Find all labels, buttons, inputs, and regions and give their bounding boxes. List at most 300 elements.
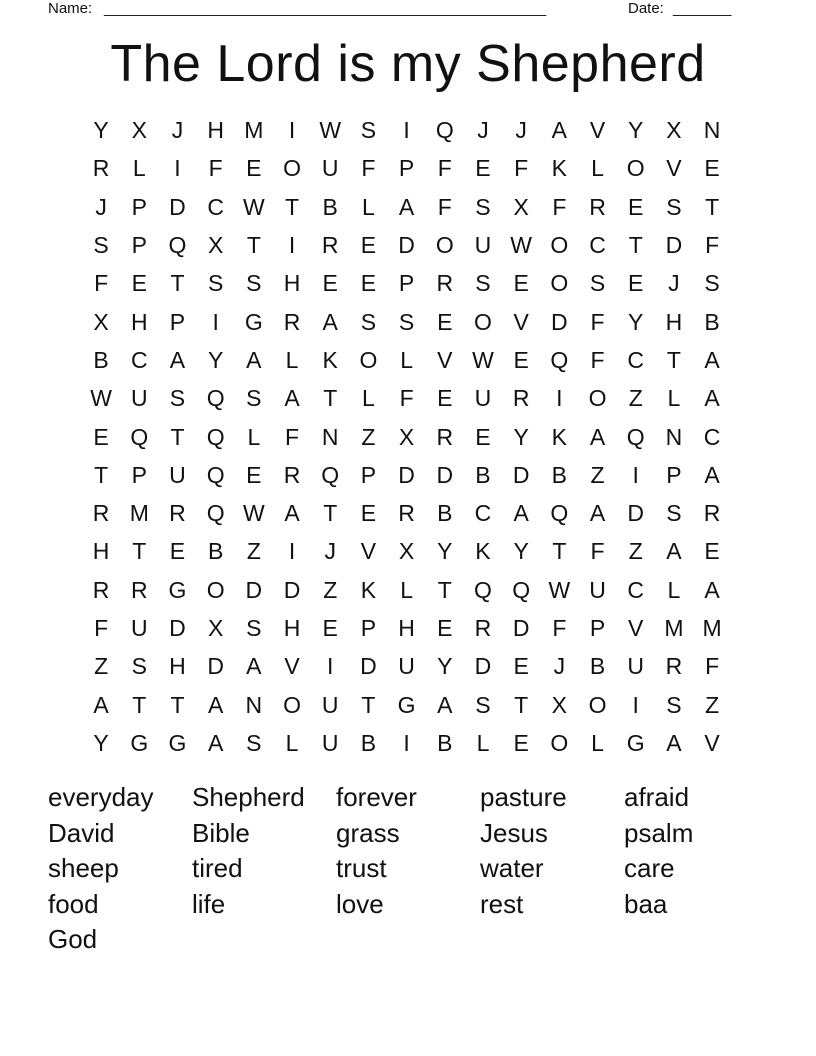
grid-letter[interactable]: D bbox=[398, 232, 415, 259]
grid-letter[interactable]: F bbox=[552, 615, 567, 641]
grid-letter[interactable]: Q bbox=[206, 423, 225, 450]
grid-letter[interactable]: A bbox=[169, 346, 186, 373]
grid-letter[interactable]: B bbox=[589, 653, 606, 680]
grid-letter[interactable]: F bbox=[361, 155, 376, 182]
grid-letter[interactable]: L bbox=[362, 385, 375, 412]
grid-letter[interactable]: R bbox=[512, 385, 530, 412]
grid-letter[interactable]: Q bbox=[206, 500, 225, 527]
grid-letter[interactable]: E bbox=[628, 193, 644, 220]
grid-letter[interactable]: C bbox=[130, 346, 148, 373]
grid-letter[interactable]: Z bbox=[628, 538, 643, 565]
header-line bbox=[48, 0, 748, 20]
grid-letter[interactable]: W bbox=[90, 385, 112, 412]
grid-letter[interactable]: T bbox=[361, 691, 376, 718]
grid-letter[interactable]: X bbox=[207, 232, 224, 259]
grid-letter[interactable]: S bbox=[475, 193, 491, 220]
grid-letter[interactable]: I bbox=[288, 117, 296, 144]
grid-letter[interactable]: C bbox=[627, 346, 645, 373]
grid-letter[interactable]: F bbox=[705, 653, 720, 680]
grid-letter[interactable]: A bbox=[284, 385, 300, 412]
grid-letter[interactable]: R bbox=[436, 270, 454, 297]
grid-letter[interactable]: V bbox=[360, 538, 377, 565]
grid-letter[interactable]: U bbox=[589, 576, 606, 603]
grid-letter[interactable]: O bbox=[474, 308, 492, 335]
grid-letter[interactable]: V bbox=[284, 653, 300, 680]
grid-letter[interactable]: Q bbox=[550, 500, 569, 527]
grid-letter[interactable]: E bbox=[513, 729, 529, 756]
grid-letter[interactable]: F bbox=[590, 346, 605, 373]
grid-letter[interactable]: L bbox=[591, 155, 604, 182]
grid-letter[interactable]: T bbox=[170, 691, 185, 718]
grid-letter[interactable]: Z bbox=[590, 461, 605, 488]
grid-letter[interactable]: S bbox=[93, 232, 109, 259]
grid-letter[interactable]: Y bbox=[437, 538, 453, 565]
grid-letter[interactable]: L bbox=[667, 385, 681, 412]
grid-letter[interactable]: X bbox=[666, 117, 682, 144]
grid-letter[interactable]: E bbox=[704, 155, 720, 182]
grid-letter[interactable]: P bbox=[398, 155, 415, 182]
grid-letter[interactable]: F bbox=[399, 385, 414, 412]
grid-letter[interactable]: A bbox=[437, 691, 453, 718]
grid-letter[interactable]: G bbox=[626, 729, 645, 756]
grid-letter[interactable]: D bbox=[436, 461, 454, 488]
grid-letter[interactable]: C bbox=[589, 232, 606, 259]
grid-letter[interactable]: K bbox=[551, 155, 568, 182]
grid-letter[interactable]: S bbox=[360, 308, 377, 335]
grid-letter[interactable]: V bbox=[589, 117, 606, 144]
grid-letter[interactable]: A bbox=[704, 385, 720, 412]
grid-letter[interactable]: O bbox=[435, 232, 454, 259]
grid-letter[interactable]: D bbox=[398, 461, 415, 488]
grid-letter[interactable]: Q bbox=[321, 461, 340, 488]
grid-letter[interactable]: I bbox=[212, 308, 219, 335]
grid-letter[interactable]: E bbox=[169, 538, 186, 565]
grid-letter[interactable]: O bbox=[206, 576, 225, 603]
grid-letter[interactable]: D bbox=[169, 193, 186, 220]
grid-letter[interactable]: R bbox=[474, 615, 492, 641]
grid-letter[interactable]: P bbox=[589, 615, 606, 641]
grid-letter[interactable]: Q bbox=[550, 346, 569, 373]
grid-letter[interactable]: D bbox=[169, 615, 186, 641]
grid-letter[interactable]: S bbox=[246, 615, 262, 641]
grid-letter[interactable]: U bbox=[398, 653, 415, 680]
grid-letter[interactable]: H bbox=[169, 653, 186, 680]
grid-letter[interactable]: F bbox=[705, 232, 720, 259]
grid-letter[interactable]: F bbox=[94, 270, 109, 297]
grid-letter[interactable]: J bbox=[171, 117, 184, 144]
grid-letter[interactable]: G bbox=[168, 729, 187, 756]
grid-letter[interactable]: F bbox=[285, 423, 300, 450]
grid-letter[interactable]: J bbox=[477, 117, 489, 144]
grid-letter[interactable]: A bbox=[207, 691, 224, 718]
grid-letter[interactable]: E bbox=[322, 270, 338, 297]
grid-letter[interactable]: B bbox=[93, 346, 109, 373]
grid-letter[interactable]: A bbox=[704, 576, 720, 603]
grid-letter[interactable]: X bbox=[207, 615, 224, 641]
grid-letter[interactable]: E bbox=[93, 423, 109, 450]
grid-letter[interactable]: B bbox=[360, 729, 377, 756]
grid-letter[interactable]: A bbox=[704, 346, 720, 373]
grid-letter[interactable]: Q bbox=[435, 117, 454, 144]
grid-letter[interactable]: U bbox=[169, 461, 186, 488]
grid-letter[interactable]: J bbox=[553, 653, 566, 680]
grid-letter[interactable]: O bbox=[550, 729, 569, 756]
grid-letter[interactable]: C bbox=[474, 500, 492, 527]
grid-letter[interactable]: S bbox=[246, 729, 262, 756]
grid-letter[interactable]: R bbox=[436, 423, 454, 450]
grid-letter[interactable]: E bbox=[360, 270, 377, 297]
grid-letter[interactable]: U bbox=[627, 653, 645, 680]
grid-letter[interactable]: V bbox=[704, 729, 720, 756]
grid-letter[interactable]: U bbox=[321, 155, 339, 182]
grid-letter[interactable]: R bbox=[398, 500, 415, 527]
grid-row bbox=[82, 149, 732, 187]
grid-letter[interactable]: T bbox=[94, 461, 109, 488]
grid-letter[interactable]: V bbox=[513, 308, 529, 335]
grid-letter[interactable]: S bbox=[475, 270, 491, 297]
grid-letter[interactable]: T bbox=[666, 346, 681, 373]
grid-letter[interactable]: B bbox=[551, 461, 568, 488]
grid-letter[interactable]: L bbox=[400, 576, 413, 603]
grid-letter[interactable]: W bbox=[472, 346, 494, 373]
grid-row bbox=[82, 341, 732, 379]
grid-letter[interactable]: H bbox=[283, 270, 301, 297]
grid-letter[interactable]: C bbox=[703, 423, 721, 450]
grid-letter[interactable]: Z bbox=[628, 385, 643, 412]
grid-letter[interactable]: W bbox=[242, 500, 265, 527]
grid-letter[interactable]: Y bbox=[93, 117, 109, 144]
grid-letter[interactable]: D bbox=[207, 653, 224, 680]
grid-letter[interactable]: P bbox=[360, 615, 377, 641]
grid-letter[interactable]: L bbox=[476, 729, 490, 756]
grid-letter[interactable]: Y bbox=[513, 538, 529, 565]
grid-letter[interactable]: B bbox=[322, 193, 338, 220]
grid-letter[interactable]: H bbox=[665, 308, 683, 335]
grid-letter[interactable]: M bbox=[129, 500, 149, 527]
grid-letter[interactable]: J bbox=[668, 270, 680, 297]
grid-letter[interactable]: L bbox=[591, 729, 604, 756]
grid-letter[interactable]: Q bbox=[626, 423, 645, 450]
grid-letter[interactable]: T bbox=[437, 576, 452, 603]
grid-letter[interactable]: S bbox=[666, 193, 682, 220]
grid-letter[interactable]: S bbox=[246, 385, 262, 412]
grid-letter[interactable]: V bbox=[628, 615, 644, 641]
grid-letter[interactable]: G bbox=[244, 308, 263, 335]
grid-letter[interactable]: W bbox=[319, 117, 342, 144]
grid-letter[interactable]: E bbox=[246, 461, 262, 488]
grid-letter[interactable]: E bbox=[246, 155, 262, 182]
grid-letter[interactable]: R bbox=[169, 500, 186, 527]
grid-letter[interactable]: A bbox=[666, 729, 682, 756]
grid-letter[interactable]: U bbox=[321, 691, 339, 718]
grid-letter[interactable]: H bbox=[283, 615, 301, 641]
grid-letter[interactable]: A bbox=[322, 308, 338, 335]
grid-letter[interactable]: I bbox=[288, 232, 296, 259]
grid-letter[interactable]: A bbox=[589, 500, 606, 527]
grid-letter[interactable]: Q bbox=[474, 576, 492, 603]
grid-letter[interactable]: D bbox=[512, 615, 530, 641]
grid-letter[interactable]: T bbox=[285, 193, 300, 220]
grid-letter[interactable]: K bbox=[360, 576, 377, 603]
grid-letter[interactable]: S bbox=[169, 385, 186, 412]
grid-letter[interactable]: F bbox=[437, 155, 452, 182]
grid-letter[interactable]: X bbox=[513, 193, 529, 220]
grid-letter[interactable]: E bbox=[475, 155, 491, 182]
grid-letter[interactable]: T bbox=[132, 538, 147, 565]
grid-letter[interactable]: P bbox=[398, 270, 415, 297]
grid-letter[interactable]: L bbox=[247, 423, 261, 450]
grid-letter[interactable]: B bbox=[207, 538, 224, 565]
grid-letter[interactable]: B bbox=[475, 461, 491, 488]
grid-letter[interactable]: M bbox=[702, 615, 722, 641]
grid-letter[interactable]: K bbox=[475, 538, 491, 565]
grid-letter[interactable]: O bbox=[283, 691, 301, 718]
grid-letter[interactable]: E bbox=[513, 653, 529, 680]
grid-letter[interactable]: Z bbox=[246, 538, 261, 565]
grid-letter[interactable]: I bbox=[174, 155, 181, 182]
grid-letter[interactable]: D bbox=[551, 308, 568, 335]
grid-letter[interactable]: D bbox=[627, 500, 645, 527]
grid-letter[interactable]: T bbox=[132, 691, 147, 718]
grid-letter[interactable]: T bbox=[514, 691, 529, 718]
grid-letter[interactable]: Y bbox=[628, 308, 644, 335]
grid-letter[interactable]: M bbox=[244, 117, 264, 144]
grid-letter[interactable]: E bbox=[437, 615, 453, 641]
grid-letter[interactable]: X bbox=[551, 691, 568, 718]
grid-letter[interactable]: Q bbox=[512, 576, 531, 603]
grid-letter[interactable]: U bbox=[474, 232, 492, 259]
grid-letter[interactable]: S bbox=[398, 308, 415, 335]
grid-letter[interactable]: Y bbox=[437, 653, 453, 680]
grid-letter[interactable]: A bbox=[589, 423, 606, 450]
grid-letter[interactable]: R bbox=[92, 576, 110, 603]
grid-letter[interactable]: S bbox=[131, 653, 147, 680]
grid-letter[interactable]: C bbox=[627, 576, 645, 603]
grid-letter[interactable]: G bbox=[168, 576, 187, 603]
grid-letter[interactable]: L bbox=[362, 193, 375, 220]
grid-letter[interactable]: Y bbox=[93, 729, 109, 756]
grid-letter[interactable]: T bbox=[323, 385, 338, 412]
grid-letter[interactable]: S bbox=[360, 117, 377, 144]
grid-letter[interactable]: E bbox=[360, 232, 377, 259]
grid-letter[interactable]: A bbox=[513, 500, 529, 527]
word-list-item: forever bbox=[336, 782, 417, 812]
grid-letter[interactable]: F bbox=[552, 193, 567, 220]
grid-letter[interactable]: O bbox=[588, 691, 607, 718]
grid-letter[interactable]: K bbox=[551, 423, 568, 450]
grid-letter[interactable]: Z bbox=[94, 653, 109, 680]
grid-letter[interactable]: T bbox=[246, 232, 261, 259]
grid-letter[interactable]: U bbox=[130, 385, 148, 412]
grid-letter[interactable]: D bbox=[474, 653, 492, 680]
grid-letter[interactable]: O bbox=[359, 346, 378, 373]
grid-letter[interactable]: F bbox=[514, 155, 529, 182]
grid-letter[interactable]: R bbox=[283, 461, 301, 488]
grid-letter[interactable]: W bbox=[548, 576, 571, 603]
grid-letter[interactable]: O bbox=[283, 155, 301, 182]
grid-letter[interactable]: U bbox=[474, 385, 492, 412]
grid-letter[interactable]: A bbox=[398, 193, 415, 220]
grid-letter[interactable]: N bbox=[703, 117, 721, 144]
grid-letter[interactable]: Y bbox=[628, 117, 644, 144]
grid-letter[interactable]: D bbox=[283, 576, 301, 603]
grid-letter[interactable]: L bbox=[132, 155, 146, 182]
grid-letter[interactable]: F bbox=[94, 615, 109, 641]
grid-letter[interactable]: J bbox=[324, 538, 336, 565]
grid-letter[interactable]: E bbox=[513, 270, 529, 297]
grid-letter[interactable]: L bbox=[667, 576, 681, 603]
grid-letter[interactable]: B bbox=[704, 308, 720, 335]
name-label: Name: bbox=[48, 0, 93, 17]
grid-letter[interactable]: T bbox=[170, 423, 185, 450]
grid-letter[interactable]: P bbox=[131, 232, 147, 259]
grid-letter[interactable]: X bbox=[93, 308, 109, 335]
grid-letter[interactable]: E bbox=[131, 270, 147, 297]
grid-letter[interactable]: P bbox=[666, 461, 682, 488]
grid-letter[interactable]: N bbox=[245, 691, 263, 718]
grid-letter[interactable]: S bbox=[589, 270, 606, 297]
grid-letter[interactable]: A bbox=[551, 117, 568, 144]
grid-letter[interactable]: I bbox=[632, 691, 639, 718]
grid-letter[interactable]: M bbox=[664, 615, 684, 641]
grid-letter[interactable]: D bbox=[665, 232, 683, 259]
grid-letter[interactable]: I bbox=[632, 461, 639, 488]
grid-letter[interactable]: H bbox=[398, 615, 415, 641]
grid-row bbox=[82, 456, 732, 494]
grid-letter[interactable]: E bbox=[360, 500, 377, 527]
grid-letter[interactable]: S bbox=[475, 691, 491, 718]
grid-letter[interactable]: F bbox=[590, 308, 605, 335]
grid-letter[interactable]: A bbox=[666, 538, 682, 565]
grid-letter[interactable]: D bbox=[512, 461, 530, 488]
grid-letter[interactable]: F bbox=[590, 538, 605, 565]
grid-letter[interactable]: G bbox=[130, 729, 149, 756]
grid-letter[interactable]: V bbox=[437, 346, 453, 373]
grid-letter[interactable]: O bbox=[588, 385, 607, 412]
grid-letter[interactable]: L bbox=[285, 346, 299, 373]
grid-letter[interactable]: I bbox=[556, 385, 563, 412]
grid-letter[interactable]: S bbox=[666, 691, 682, 718]
grid-letter[interactable]: H bbox=[130, 308, 148, 335]
grid-letter[interactable]: A bbox=[246, 346, 262, 373]
grid-letter[interactable]: E bbox=[322, 615, 338, 641]
name-field-line[interactable]: _____________________________________________________ bbox=[104, 0, 547, 17]
grid-letter[interactable]: F bbox=[208, 155, 223, 182]
grid-letter[interactable]: B bbox=[437, 729, 453, 756]
grid-letter[interactable]: U bbox=[130, 615, 148, 641]
grid-letter[interactable]: E bbox=[437, 308, 453, 335]
grid-letter[interactable]: L bbox=[400, 346, 413, 373]
grid-letter[interactable]: B bbox=[437, 500, 453, 527]
grid-letter[interactable]: N bbox=[321, 423, 339, 450]
grid-letter[interactable]: P bbox=[131, 193, 147, 220]
grid-letter[interactable]: I bbox=[288, 538, 296, 565]
grid-letter[interactable]: R bbox=[589, 193, 606, 220]
grid-letter[interactable]: S bbox=[704, 270, 720, 297]
grid-letter[interactable]: P bbox=[131, 461, 147, 488]
grid-letter[interactable]: A bbox=[704, 461, 720, 488]
grid-letter[interactable]: K bbox=[322, 346, 338, 373]
grid-letter[interactable]: Y bbox=[513, 423, 529, 450]
grid-letter[interactable]: T bbox=[323, 500, 338, 527]
grid-letter[interactable]: U bbox=[321, 729, 339, 756]
grid-letter[interactable]: R bbox=[283, 308, 301, 335]
grid-letter[interactable]: E bbox=[628, 270, 644, 297]
grid-letter[interactable]: P bbox=[360, 461, 377, 488]
grid-letter[interactable]: F bbox=[437, 193, 452, 220]
grid-letter[interactable]: E bbox=[437, 385, 453, 412]
grid-letter[interactable]: S bbox=[246, 270, 262, 297]
date-field-line[interactable]: _______ bbox=[673, 0, 732, 17]
grid-letter[interactable]: D bbox=[245, 576, 263, 603]
grid-letter[interactable]: W bbox=[242, 193, 265, 220]
grid-letter[interactable]: R bbox=[665, 653, 683, 680]
grid-letter[interactable]: J bbox=[95, 193, 107, 220]
grid-letter[interactable]: O bbox=[550, 270, 569, 297]
grid-letter[interactable]: P bbox=[169, 308, 186, 335]
grid-letter[interactable]: O bbox=[550, 232, 569, 259]
grid-letter[interactable]: J bbox=[515, 117, 527, 144]
grid-letter[interactable]: E bbox=[513, 346, 529, 373]
grid-letter[interactable]: T bbox=[552, 538, 567, 565]
grid-letter[interactable]: V bbox=[666, 155, 682, 182]
grid-letter[interactable]: X bbox=[398, 538, 415, 565]
grid-letter[interactable]: I bbox=[327, 653, 334, 680]
grid-letter[interactable]: Q bbox=[206, 461, 225, 488]
grid-letter[interactable]: D bbox=[360, 653, 377, 680]
grid-letter[interactable]: Q bbox=[130, 423, 149, 450]
grid-letter[interactable]: O bbox=[626, 155, 645, 182]
grid-letter[interactable]: A bbox=[93, 691, 109, 718]
grid-letter[interactable]: Z bbox=[361, 423, 376, 450]
grid-letter[interactable]: T bbox=[705, 193, 720, 220]
grid-letter[interactable]: T bbox=[170, 270, 185, 297]
grid-letter[interactable]: R bbox=[92, 155, 110, 182]
grid-letter[interactable]: Q bbox=[206, 385, 225, 412]
grid-letter[interactable]: X bbox=[398, 423, 415, 450]
grid-letter[interactable]: I bbox=[403, 117, 410, 144]
word-list-item: everyday bbox=[48, 782, 154, 812]
grid-letter[interactable]: S bbox=[207, 270, 224, 297]
grid-letter[interactable]: H bbox=[92, 538, 110, 565]
grid-letter[interactable]: T bbox=[628, 232, 643, 259]
grid-letter[interactable]: N bbox=[665, 423, 683, 450]
grid-letter[interactable]: H bbox=[207, 117, 224, 144]
grid-letter[interactable]: A bbox=[246, 653, 262, 680]
grid-letter[interactable]: S bbox=[666, 500, 682, 527]
grid-letter[interactable]: R bbox=[321, 232, 339, 259]
grid-letter[interactable]: X bbox=[131, 117, 147, 144]
grid-letter[interactable]: Z bbox=[705, 691, 720, 718]
grid-letter[interactable]: A bbox=[284, 500, 300, 527]
grid-row bbox=[82, 685, 732, 723]
grid-letter[interactable]: R bbox=[92, 500, 110, 527]
grid-letter[interactable]: R bbox=[703, 500, 721, 527]
grid-letter[interactable]: L bbox=[285, 729, 299, 756]
grid-letter[interactable]: A bbox=[207, 729, 224, 756]
grid-letter[interactable]: Z bbox=[323, 576, 338, 603]
grid-letter[interactable]: G bbox=[397, 691, 416, 718]
grid-letter[interactable]: R bbox=[130, 576, 148, 603]
grid-letter[interactable]: I bbox=[403, 729, 410, 756]
grid-letter[interactable]: W bbox=[510, 232, 533, 259]
grid-letter[interactable]: Q bbox=[168, 232, 187, 259]
grid-letter[interactable]: E bbox=[704, 538, 720, 565]
grid-letter[interactable]: E bbox=[475, 423, 491, 450]
grid-letter[interactable]: Y bbox=[207, 346, 224, 373]
grid-row bbox=[82, 532, 732, 570]
grid-letter[interactable]: C bbox=[207, 193, 224, 220]
